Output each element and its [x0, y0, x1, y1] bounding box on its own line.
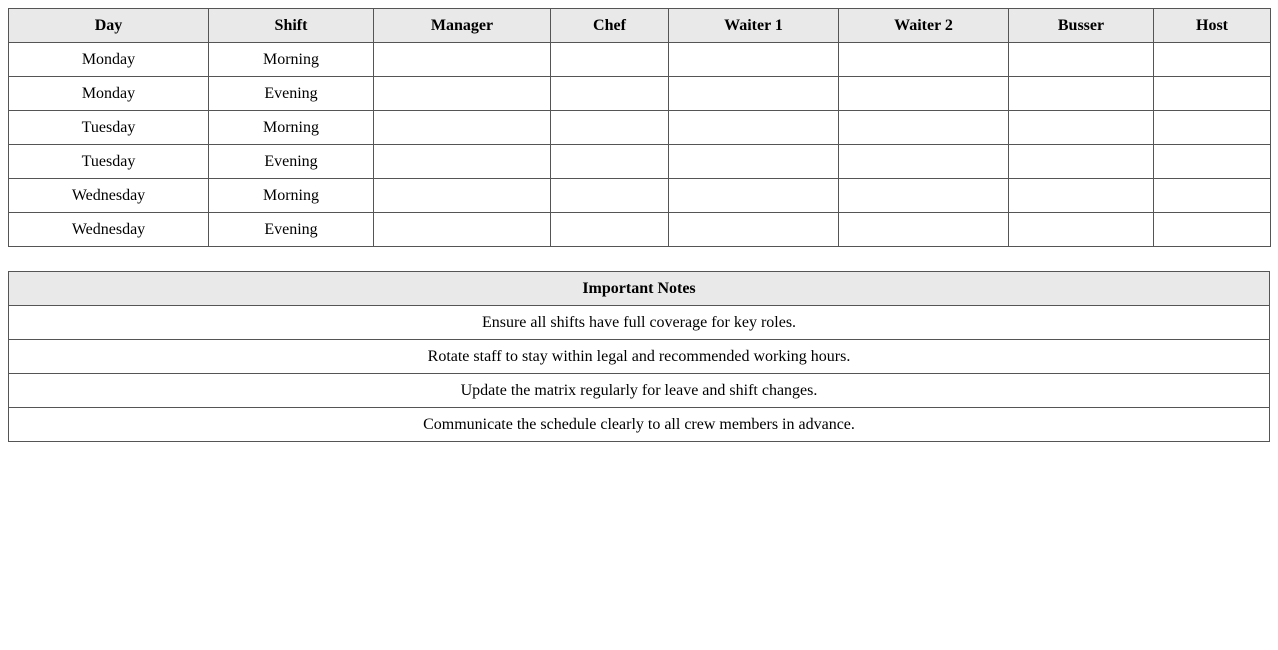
chef-cell	[551, 77, 669, 111]
waiter-1-cell	[669, 43, 839, 77]
shift-cell: Evening	[209, 145, 374, 179]
host-cell	[1154, 145, 1271, 179]
busser-cell	[1009, 111, 1154, 145]
shift-cell: Morning	[209, 43, 374, 77]
header-host: Host	[1154, 9, 1271, 43]
manager-cell	[374, 111, 551, 145]
busser-cell	[1009, 213, 1154, 247]
header-waiter-1: Waiter 1	[669, 9, 839, 43]
header-waiter-2: Waiter 2	[839, 9, 1009, 43]
table-row	[9, 145, 1271, 179]
schedule-table	[8, 8, 1271, 247]
waiter-2-cell	[839, 77, 1009, 111]
waiter-1-cell	[669, 77, 839, 111]
waiter-2-cell	[839, 213, 1009, 247]
shift-cell: Morning	[209, 179, 374, 213]
shift-cell: Evening	[209, 77, 374, 111]
header-day: Day	[9, 9, 209, 43]
header-chef: Chef	[551, 9, 669, 43]
host-cell	[1154, 213, 1271, 247]
header-manager: Manager	[374, 9, 551, 43]
busser-cell	[1009, 77, 1154, 111]
table-row	[9, 43, 1271, 77]
chef-cell	[551, 145, 669, 179]
note-item: Communicate the schedule clearly to all crew members in advance.	[9, 408, 1270, 442]
manager-cell	[374, 179, 551, 213]
chef-cell	[551, 111, 669, 145]
schedule-header-row	[9, 9, 1271, 43]
note-item: Rotate staff to stay within legal and recommended working hours.	[9, 340, 1270, 374]
day-cell: Tuesday	[9, 111, 209, 145]
waiter-1-cell	[669, 145, 839, 179]
host-cell	[1154, 77, 1271, 111]
chef-cell	[551, 213, 669, 247]
waiter-2-cell	[839, 43, 1009, 77]
busser-cell	[1009, 43, 1154, 77]
manager-cell	[374, 213, 551, 247]
manager-cell	[374, 43, 551, 77]
page-content	[8, 8, 1270, 442]
notes-header-row	[9, 272, 1270, 306]
notes-table	[8, 271, 1270, 442]
note-row	[9, 374, 1270, 408]
shift-cell: Morning	[209, 111, 374, 145]
table-row	[9, 213, 1271, 247]
note-item: Update the matrix regularly for leave and shift changes.	[9, 374, 1270, 408]
header-shift: Shift	[209, 9, 374, 43]
chef-cell	[551, 43, 669, 77]
chef-cell	[551, 179, 669, 213]
note-row	[9, 340, 1270, 374]
header-busser: Busser	[1009, 9, 1154, 43]
host-cell	[1154, 179, 1271, 213]
day-cell: Monday	[9, 43, 209, 77]
waiter-1-cell	[669, 111, 839, 145]
busser-cell	[1009, 179, 1154, 213]
manager-cell	[374, 145, 551, 179]
table-row	[9, 111, 1271, 145]
manager-cell	[374, 77, 551, 111]
host-cell	[1154, 43, 1271, 77]
notes-title: Important Notes	[9, 272, 1270, 306]
waiter-2-cell	[839, 179, 1009, 213]
host-cell	[1154, 111, 1271, 145]
table-row	[9, 179, 1271, 213]
waiter-1-cell	[669, 179, 839, 213]
waiter-2-cell	[839, 111, 1009, 145]
day-cell: Wednesday	[9, 213, 209, 247]
day-cell: Monday	[9, 77, 209, 111]
waiter-1-cell	[669, 213, 839, 247]
note-item: Ensure all shifts have full coverage for key roles.	[9, 306, 1270, 340]
day-cell: Wednesday	[9, 179, 209, 213]
note-row	[9, 306, 1270, 340]
table-row	[9, 77, 1271, 111]
note-row	[9, 408, 1270, 442]
day-cell: Tuesday	[9, 145, 209, 179]
shift-cell: Evening	[209, 213, 374, 247]
busser-cell	[1009, 145, 1154, 179]
waiter-2-cell	[839, 145, 1009, 179]
